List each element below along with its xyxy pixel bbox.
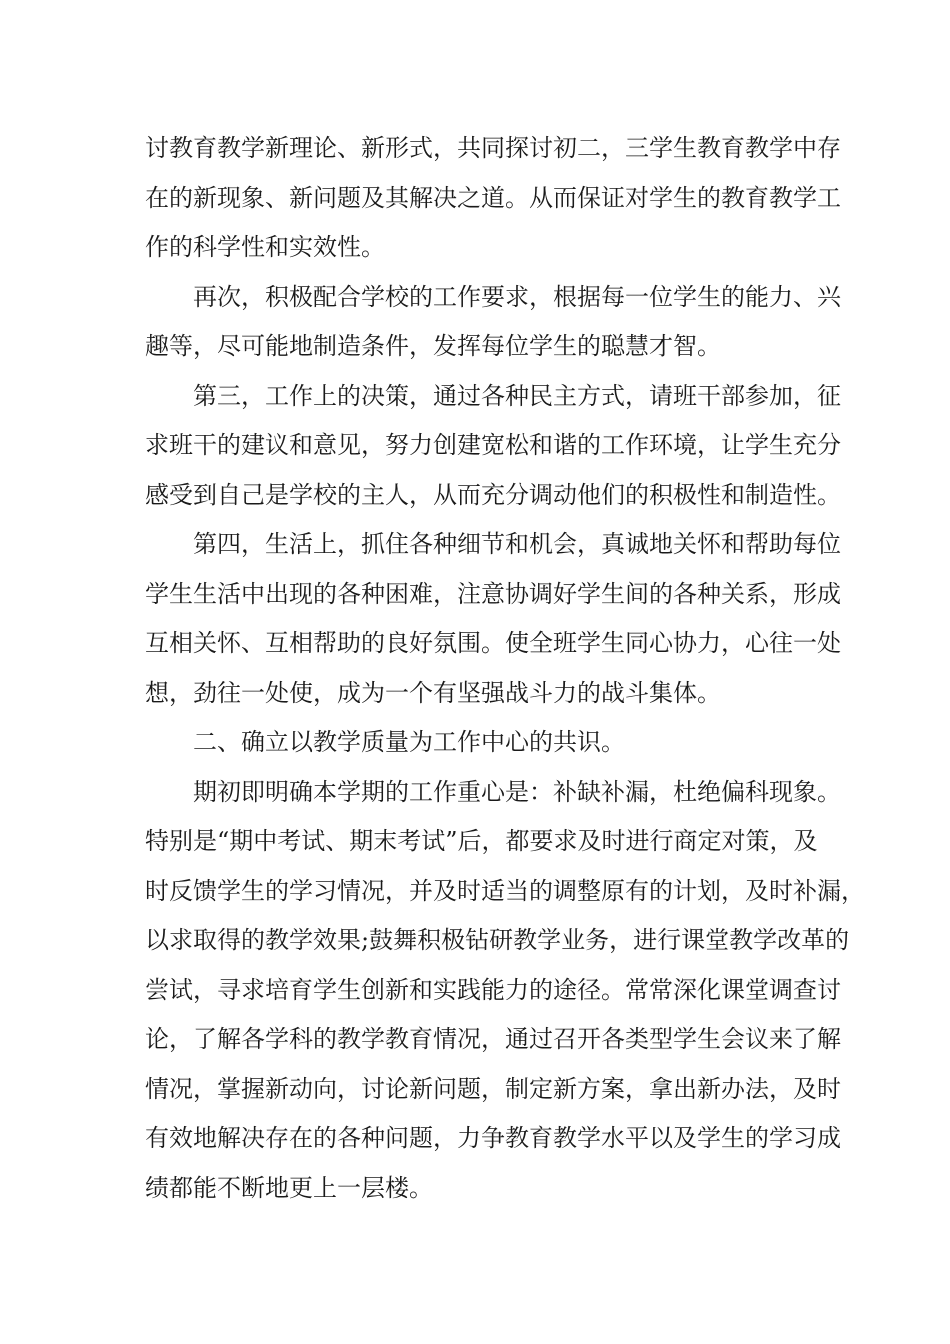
paragraph-line: 有效地解决存在的各种问题，力争教育教学水平以及学生的学习成 [145, 1124, 841, 1152]
paragraph-line: 想，劲往一处使，成为一个有坚强战斗力的战斗集体。 [145, 678, 721, 707]
paragraph-line: 情况，掌握新动向，讨论新问题，制定新方案，拿出新办法，及时 [145, 1074, 841, 1103]
paragraph-first-line: 期初即明确本学期的工作重心是：补缺补漏，杜绝偏科现象。 [193, 777, 841, 806]
paragraph-line: 感受到自己是学校的主人，从而充分调动他们的积极性和制造性。 [145, 480, 841, 509]
paragraph-line: 作的科学性和实效性。 [145, 233, 385, 261]
paragraph-line: 趣等，尽可能地制造条件，发挥每位学生的聪慧才智。 [145, 332, 721, 360]
paragraph-line: 互相关怀、互相帮助的良好氛围。使全班学生同心协力，心往一处 [145, 629, 841, 657]
paragraph-first-line: 二、确立以教学质量为工作中心的共识。 [193, 728, 625, 756]
paragraph-line: 尝试，寻求培育学生创新和实践能力的途径。常常深化课堂调查讨 [145, 975, 841, 1004]
paragraph-line: 学生生活中出现的各种困难，注意协调好学生间的各种关系，形成 [145, 579, 841, 608]
paragraph-line: 在的新现象、新问题及其解决之道。从而保证对学生的教育教学工 [145, 183, 841, 212]
paragraph-line: 特别是“期中考试、期末考试”后，都要求及时进行商定对策，及 [145, 827, 818, 855]
paragraph-line: 绩都能不断地更上一层楼。 [145, 1173, 433, 1202]
paragraph-first-line: 再次，积极配合学校的工作要求，根据每一位学生的能力、兴 [193, 282, 841, 311]
paragraph-line: 讨教育教学新理论、新形式，共同探讨初二，三学生教育教学中存 [145, 134, 841, 162]
document-body [145, 124, 865, 1213]
paragraph-line: 时反馈学生的学习情况，并及时适当的调整原有的计划，及时补漏， [145, 876, 865, 905]
paragraph-line: 求班干的建议和意见，努力创建宽松和谐的工作环境，让学生充分 [145, 431, 841, 459]
paragraph-line: 论，了解各学科的教学教育情况，通过召开各类型学生会议来了解 [145, 1025, 841, 1053]
paragraph-first-line: 第三，工作上的决策，通过各种民主方式，请班干部参加，征 [193, 381, 841, 410]
paragraph-line: 以求取得的教学效果;鼓舞积极钻研教学业务，进行课堂教学改革的 [145, 926, 850, 954]
paragraph-first-line: 第四，生活上，抓住各种细节和机会，真诚地关怀和帮助每位 [193, 530, 841, 558]
